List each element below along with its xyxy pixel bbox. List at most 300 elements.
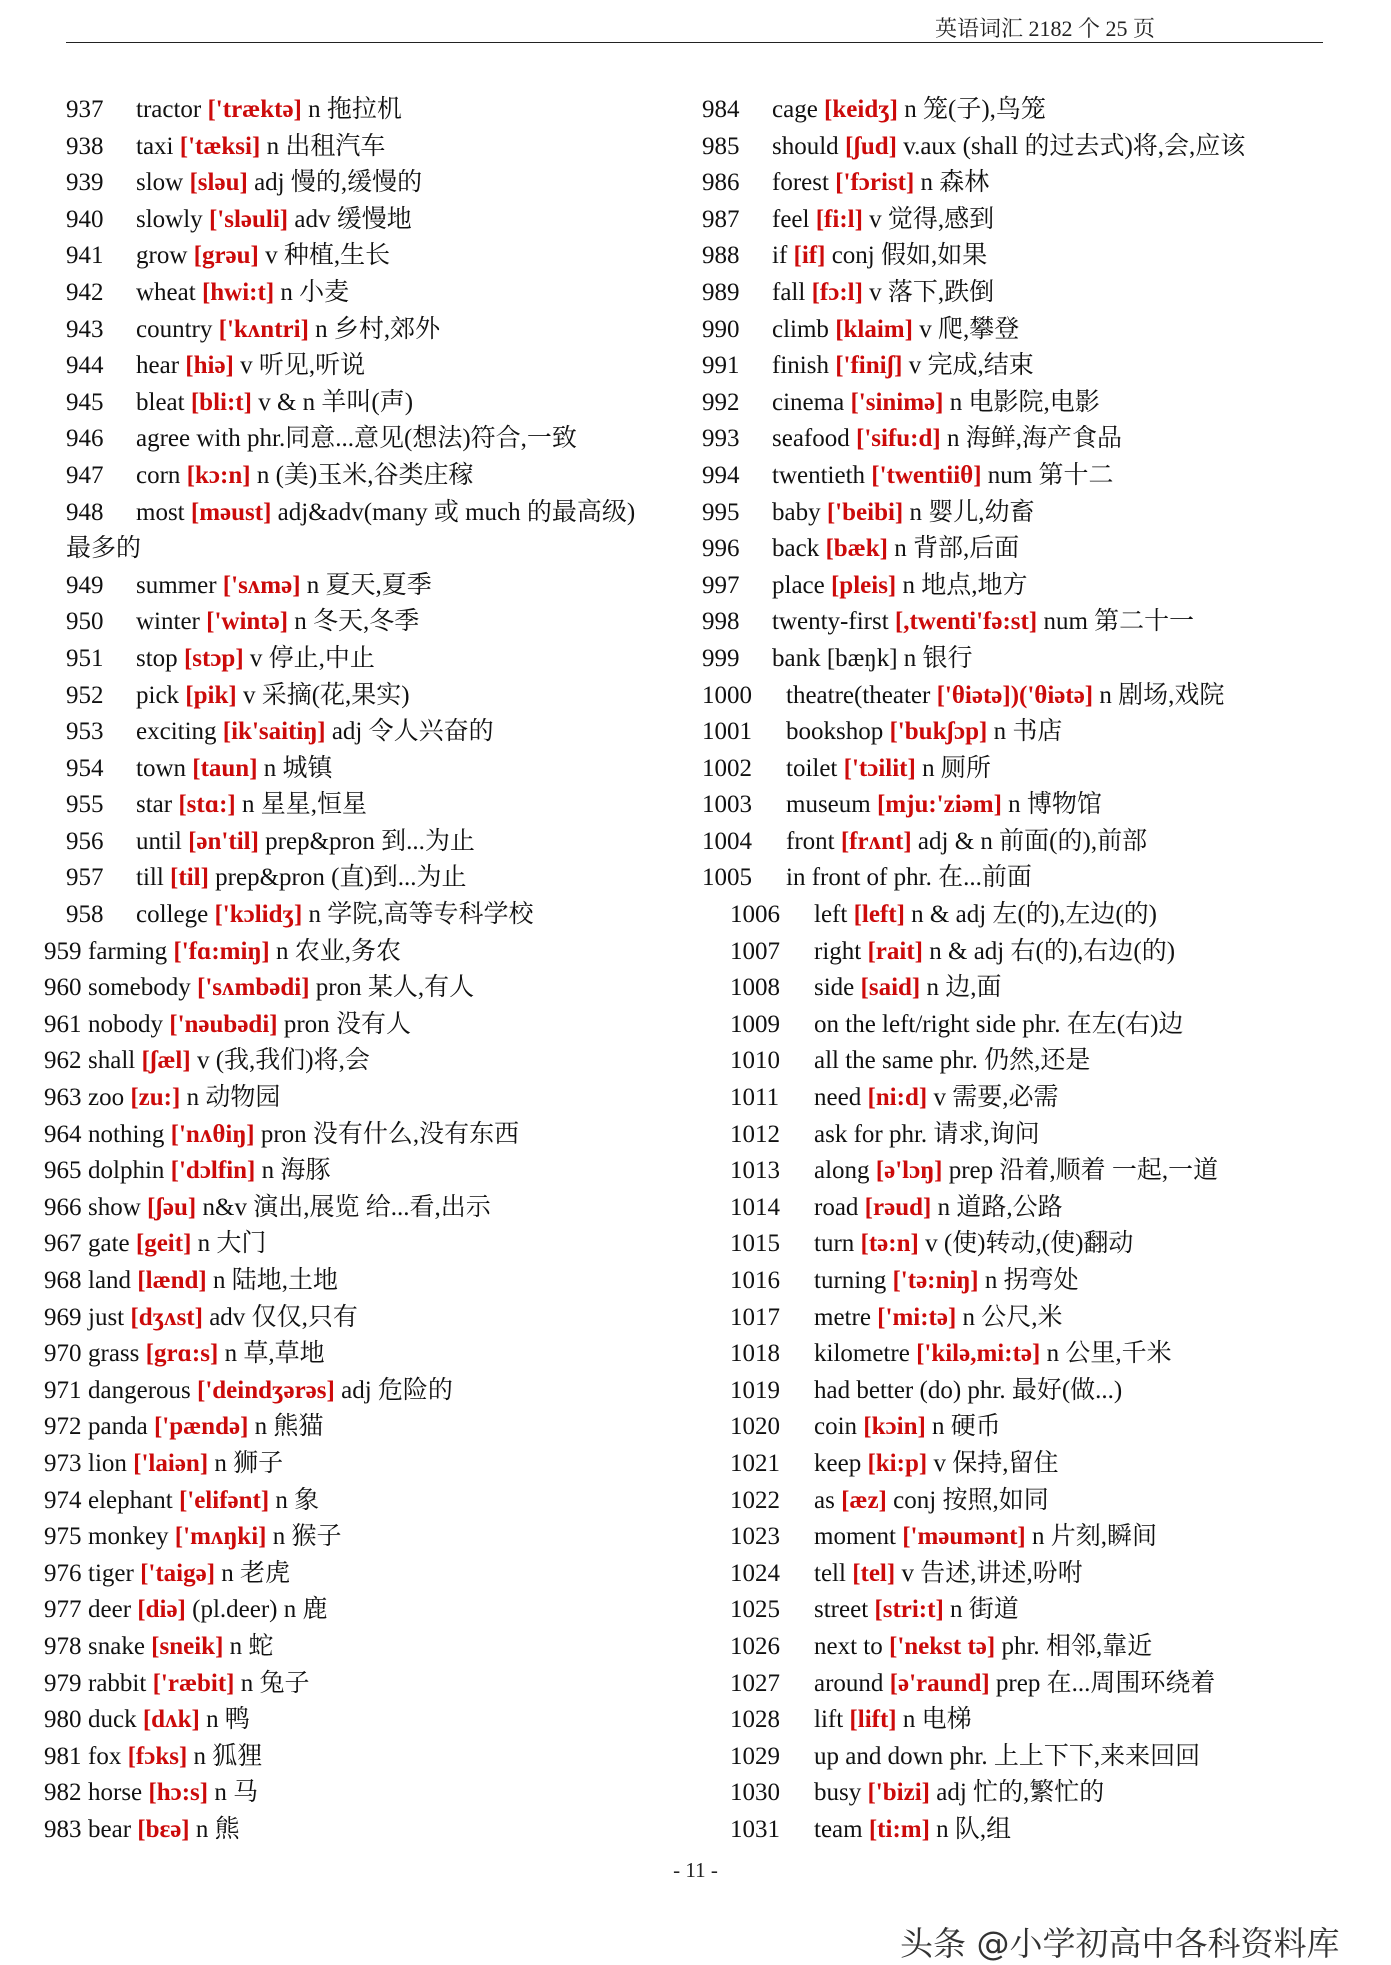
watermark: 头条 @小学初高中各科资料库 <box>900 1924 1340 1963</box>
entry-meaning: 仅仅,只有 <box>251 1303 358 1331</box>
entry-word: bleat <box>136 388 185 416</box>
header-rule <box>66 42 1323 43</box>
vocab-entry <box>730 934 1322 971</box>
entry-phonetic: [,twenti'fə:st] <box>894 608 1038 636</box>
entry-part-of-speech: n <box>922 754 935 782</box>
entry-part-of-speech: v <box>242 681 256 709</box>
entry-word: tractor <box>136 96 202 123</box>
vocab-entry <box>66 860 696 897</box>
entry-word: baby <box>772 498 821 526</box>
entry-phonetic: [lift] <box>849 1706 897 1734</box>
entry-phonetic: ['tɔilit] <box>843 754 916 782</box>
entry-meaning: 森林 <box>939 169 990 197</box>
entry-meaning: 没有人 <box>335 1010 411 1038</box>
entry-word: side <box>814 974 855 1002</box>
entry-word: winter <box>136 608 200 636</box>
entry-phonetic: ['beibi] <box>826 498 904 526</box>
entry-phonetic: ['bizi] <box>867 1779 930 1807</box>
entry-word: road <box>814 1193 859 1221</box>
entry-phonetic: [taun] <box>192 754 258 782</box>
entry-part-of-speech: n <box>221 1559 234 1587</box>
entry-word: summer <box>136 571 217 599</box>
entry-meaning: 拖拉机 <box>326 96 402 123</box>
entry-number: 965 <box>44 1157 82 1185</box>
vocab-entry <box>702 165 1322 202</box>
entry-number: 955 <box>66 791 104 819</box>
entry-number: 991 <box>702 352 740 380</box>
entry-meaning: 保持,留住 <box>952 1449 1059 1477</box>
entry-meaning: (使)转动,(使)翻动 <box>943 1230 1134 1258</box>
entry-meaning: 需要,必需 <box>952 1084 1059 1112</box>
entry-phonetic: [sneik] <box>151 1632 224 1660</box>
vocab-entry <box>66 421 696 458</box>
vocab-entry <box>44 1446 696 1483</box>
entry-part-of-speech: n <box>308 901 322 929</box>
vocab-entry <box>702 458 1322 495</box>
entry-number: 943 <box>66 315 104 343</box>
entry-number: 945 <box>66 388 104 416</box>
entry-meaning: 猴子 <box>291 1523 342 1551</box>
entry-number: 1023 <box>730 1523 780 1551</box>
entry-word: somebody <box>88 974 191 1002</box>
entry-word: should <box>772 132 839 160</box>
entry-word: snake <box>88 1632 145 1660</box>
entry-word: zoo <box>88 1084 125 1112</box>
entry-word: climb <box>772 315 829 343</box>
entry-word: metre <box>814 1303 871 1331</box>
entry-word: left <box>814 901 848 929</box>
entry-phonetic: ['twentiiθ] <box>871 461 982 489</box>
entry-part-of-speech: n <box>195 1815 209 1843</box>
entry-part-of-speech: n <box>950 1596 963 1624</box>
entry-meaning: 电梯 <box>921 1706 972 1734</box>
vocab-entry <box>44 970 696 1007</box>
vocab-entry <box>702 129 1322 166</box>
vocab-entry <box>66 202 696 239</box>
entry-meaning: 小麦 <box>299 278 350 306</box>
entry-word: college <box>136 901 209 929</box>
page-header <box>0 8 1391 44</box>
entry-phonetic: ['dɔlfin] <box>170 1157 256 1185</box>
entry-part-of-speech: v & n <box>258 388 316 416</box>
entry-part-of-speech: pron <box>315 974 362 1002</box>
entry-phonetic: [ən'til] <box>188 827 259 855</box>
entry-phonetic: [mju:'ziəm] <box>876 791 1002 819</box>
vocab-entry <box>44 1556 696 1593</box>
vocab-entry <box>730 1629 1322 1666</box>
entry-number: 940 <box>66 205 104 233</box>
entry-meaning: 地点,地方 <box>921 571 1028 599</box>
entry-word: back <box>772 535 820 563</box>
entry-meaning: 第十二 <box>1038 461 1114 489</box>
entry-phonetic: ['mi:tə] <box>877 1303 957 1331</box>
entry-part-of-speech: n <box>193 1742 207 1770</box>
vocab-entry <box>44 1153 696 1190</box>
entry-word: toilet <box>786 754 838 782</box>
entry-meaning: 婴儿,幼畜 <box>928 498 1035 526</box>
entry-meaning: 爬,攀登 <box>937 315 1020 343</box>
vocab-entry <box>702 641 1322 678</box>
entry-number: 1019 <box>730 1376 780 1404</box>
entry-word: lift <box>814 1706 844 1734</box>
vocab-entry <box>702 92 1322 129</box>
entry-meaning: 沿着,顺着 一起,一道 <box>999 1157 1219 1185</box>
entry-phonetic: ['sʌmbədi] <box>197 974 310 1002</box>
vocab-entry <box>44 1812 696 1849</box>
entry-part-of-speech: v <box>869 205 882 233</box>
entry-word: fall <box>772 278 806 306</box>
entry-meaning: 最好(做...) <box>1011 1376 1123 1404</box>
entry-part-of-speech: v <box>901 1559 914 1587</box>
vocab-entry <box>44 1117 696 1154</box>
entry-meaning: 出租汽车 <box>285 132 386 160</box>
entry-word: finish <box>772 352 829 380</box>
entry-phonetic: [grəu] <box>193 242 259 270</box>
entry-number: 1007 <box>730 937 780 965</box>
entry-phonetic: [geit] <box>135 1230 192 1258</box>
entry-word: nothing <box>88 1120 165 1148</box>
entry-phonetic: ['wintə] <box>206 608 289 636</box>
entry-number: 1013 <box>730 1157 780 1185</box>
entry-phonetic: [frʌnt] <box>840 827 912 855</box>
entry-word: farming <box>88 937 168 965</box>
entry-word: stop <box>136 644 178 672</box>
entry-part-of-speech: v <box>869 278 882 306</box>
entry-part-of-speech: n <box>261 1157 275 1185</box>
entry-part-of-speech: n <box>932 1413 945 1441</box>
entry-number: 941 <box>66 242 104 270</box>
vocab-entry <box>730 1080 1322 1117</box>
entry-meaning: 公尺,米 <box>981 1303 1063 1331</box>
entry-phonetic: [ʃəu] <box>147 1193 197 1221</box>
entry-meaning: 忙的,繁忙的 <box>973 1779 1105 1807</box>
entry-part-of-speech: n <box>962 1303 976 1331</box>
entry-number: 1017 <box>730 1303 780 1331</box>
vocab-entry <box>730 1702 1322 1739</box>
entry-part-of-speech: n <box>213 1267 226 1294</box>
entry-number: 988 <box>702 242 740 270</box>
entry-word: land <box>88 1267 132 1294</box>
entry-phonetic: [bli:t] <box>190 388 252 416</box>
entry-word: theatre(theater <box>786 681 931 709</box>
vocab-entry <box>702 751 1322 788</box>
entry-phonetic: ['bukʃɔp] <box>889 718 988 746</box>
entry-word: tiger <box>88 1559 134 1587</box>
entry-word: slowly <box>136 205 203 233</box>
vocab-entry <box>44 1592 696 1629</box>
entry-number: 1009 <box>730 1010 780 1038</box>
entry-number: 937 <box>66 96 104 123</box>
entry-number: 1001 <box>702 718 752 746</box>
entry-part-of-speech: n <box>280 278 293 306</box>
entry-number: 976 <box>44 1559 82 1587</box>
entry-meaning: 草,草地 <box>243 1340 325 1368</box>
vocab-entry <box>44 1702 696 1739</box>
entry-word: star <box>136 791 173 819</box>
vocab-entry <box>66 238 696 275</box>
entry-meaning: 没有什么,没有东西 <box>312 1120 520 1148</box>
vocab-entry <box>66 458 696 495</box>
entry-word: around <box>814 1669 884 1697</box>
entry-part-of-speech: n <box>946 425 960 453</box>
entry-meaning: 上上下下,来来回回 <box>993 1742 1201 1770</box>
entry-meaning: (直)到...为止 <box>331 864 467 892</box>
entry-meaning: 厕所 <box>940 754 991 782</box>
entry-number: 1015 <box>730 1230 780 1258</box>
vocab-entry <box>730 1556 1322 1593</box>
entry-word: along <box>814 1157 870 1185</box>
entry-part-of-speech: adj & n <box>917 827 993 855</box>
entry-meaning: 背部,后面 <box>912 535 1020 563</box>
entry-part-of-speech: phr. <box>939 1047 978 1075</box>
entry-meaning: 陆地,土地 <box>231 1267 339 1294</box>
vocab-entry <box>702 824 1322 861</box>
entry-number: 958 <box>66 901 104 929</box>
entry-phonetic: ['ræbit] <box>152 1669 235 1697</box>
entry-meaning: 熊 <box>214 1815 240 1843</box>
entry-part-of-speech: n <box>256 461 270 489</box>
entry-phonetic: ['laiən] <box>133 1449 209 1477</box>
entry-number: 972 <box>44 1413 82 1441</box>
entry-part-of-speech: n <box>926 974 940 1002</box>
entry-word: exciting <box>136 718 217 746</box>
entry-number: 992 <box>702 388 740 416</box>
entry-number: 961 <box>44 1010 82 1038</box>
entry-meaning: 鸭 <box>224 1706 250 1734</box>
entry-phonetic: [til] <box>170 864 209 892</box>
vocab-entry <box>702 202 1322 239</box>
entry-meaning: 乡村,郊外 <box>333 315 441 343</box>
entry-part-of-speech: n <box>294 608 307 636</box>
entry-phonetic: ['nʌθiŋ] <box>170 1120 255 1148</box>
entry-phonetic: ['mʌŋki] <box>174 1523 267 1551</box>
entry-number: 975 <box>44 1523 82 1551</box>
entry-word: horse <box>88 1779 143 1807</box>
entry-number: 951 <box>66 644 104 672</box>
entry-part-of-speech: phr. <box>893 864 932 892</box>
entry-number: 953 <box>66 718 104 746</box>
entry-meaning: 令人兴奋的 <box>368 718 494 746</box>
entry-number: 1004 <box>702 827 752 855</box>
vocab-entry <box>66 824 696 861</box>
entry-number: 984 <box>702 96 740 123</box>
entry-number: 1025 <box>730 1596 780 1624</box>
entry-part-of-speech: phr. <box>967 1376 1006 1404</box>
entry-word: right <box>814 937 862 965</box>
entry-part-of-speech: v.aux (shall 的过去式)将,会,应该 <box>903 132 1246 160</box>
entry-number: 1026 <box>730 1632 780 1660</box>
entry-number: 1022 <box>730 1486 780 1514</box>
entry-meaning: 银行 <box>922 644 973 672</box>
entry-meaning: 公里,千米 <box>1065 1340 1172 1368</box>
entry-meaning: 学院,高等专科学校 <box>327 901 534 929</box>
entry-number: 999 <box>702 644 740 672</box>
entry-phonetic: [stɔp] <box>183 644 244 672</box>
entry-meaning: 完成,结束 <box>927 352 1034 380</box>
entry-word: had better (do) <box>814 1376 962 1404</box>
entry-part-of-speech: adj <box>331 718 363 746</box>
entry-word: lion <box>88 1449 127 1477</box>
entry-word: turning <box>814 1267 887 1294</box>
entry-word: place <box>772 571 825 599</box>
entry-number: 1002 <box>702 754 752 782</box>
entry-part-of-speech: n <box>206 1706 219 1734</box>
entry-phonetic: [stɑ:] <box>178 791 236 819</box>
entry-part-of-speech: n <box>254 1413 268 1441</box>
entry-phonetic: [sləu] <box>189 169 248 197</box>
entry-number: 987 <box>702 205 740 233</box>
entry-part-of-speech: n <box>894 535 907 563</box>
entry-phonetic: ['sʌmə] <box>222 571 301 599</box>
entry-number: 978 <box>44 1632 82 1660</box>
entry-phonetic: ['finiʃ] <box>835 352 903 380</box>
entry-phonetic: [left] <box>853 901 905 929</box>
entry-number: 970 <box>44 1340 82 1368</box>
entry-part-of-speech: adv <box>209 1303 246 1331</box>
entry-part-of-speech: n <box>240 1669 254 1697</box>
entry-phonetic: [tel] <box>852 1559 896 1587</box>
entry-phonetic: [said] <box>860 974 921 1002</box>
entry-number: 995 <box>702 498 740 526</box>
entry-word: show <box>88 1193 141 1221</box>
entry-part-of-speech: conj <box>831 242 875 270</box>
entry-word: bear <box>88 1815 132 1843</box>
vocab-entry <box>44 1007 696 1044</box>
entry-meaning: 鹿 <box>302 1596 328 1624</box>
entry-number: 1029 <box>730 1742 780 1770</box>
entry-word: team <box>814 1815 863 1843</box>
vocab-entry <box>66 275 696 312</box>
entry-word: forest <box>772 169 829 197</box>
vocab-entry <box>44 1336 696 1373</box>
entry-meaning: 左(的),左边(的) <box>992 901 1157 929</box>
entry-number: 950 <box>66 608 104 636</box>
entry-number: 994 <box>702 461 740 489</box>
entry-part-of-speech: v <box>249 644 263 672</box>
entry-meaning: 夏天,夏季 <box>325 571 432 599</box>
entry-part-of-speech: v <box>933 1084 946 1112</box>
entry-number: 990 <box>702 315 740 343</box>
vocab-entry <box>44 1775 696 1812</box>
entry-meaning: 在...周围环绕着 <box>1046 1669 1216 1697</box>
vocab-entry <box>702 604 1322 641</box>
vocab-entry <box>702 312 1322 349</box>
entry-phonetic: [pleis] <box>830 571 897 599</box>
entry-part-of-speech: n <box>242 791 255 819</box>
entry-word: wheat <box>136 278 196 306</box>
header-title: 英语词汇 2182 个 25 页 <box>935 16 1156 41</box>
entry-number: 956 <box>66 827 104 855</box>
entry-phonetic: [rait] <box>867 937 923 965</box>
entry-number: 983 <box>44 1815 82 1843</box>
entry-continuation: 最多的 <box>66 535 142 563</box>
entry-meaning: 马 <box>233 1779 259 1807</box>
entry-phonetic: [tə:n] <box>860 1230 919 1258</box>
entry-part-of-speech: n <box>904 96 917 123</box>
entry-word: twenty-first <box>772 608 889 636</box>
vocab-entry <box>730 1812 1322 1849</box>
entry-part-of-speech: n <box>1032 1523 1045 1551</box>
vocab-entry <box>730 1775 1322 1812</box>
entry-part-of-speech: n&v <box>202 1193 247 1221</box>
entry-word: as <box>814 1486 835 1514</box>
entry-word: seafood <box>772 425 850 453</box>
entry-part-of-speech: v <box>240 352 253 380</box>
entry-meaning: 博物馆 <box>1026 791 1102 819</box>
vocab-entry <box>730 1263 1322 1300</box>
vocab-entry <box>66 604 696 641</box>
entry-phonetic: [ni:d] <box>867 1084 928 1112</box>
entry-part-of-speech: prep&pron <box>265 827 375 855</box>
entry-word: most <box>136 498 185 526</box>
vocab-entry <box>66 568 696 605</box>
vocab-entry <box>702 495 1322 532</box>
entry-phonetic: ['nəubədi] <box>169 1010 278 1038</box>
entry-phonetic: [bɛə] <box>137 1815 190 1843</box>
entry-phonetic: ['kʌntri] <box>218 315 309 343</box>
entry-phonetic: ['tæksi] <box>179 132 261 160</box>
entry-word: just <box>88 1303 125 1331</box>
entry-phonetic: [dʒʌst] <box>130 1303 203 1331</box>
vocab-entry <box>702 531 1322 568</box>
entry-part-of-speech: n <box>306 571 320 599</box>
entry-phonetic: ['pændə] <box>153 1413 249 1441</box>
entry-number: 948 <box>66 498 104 526</box>
entry-number: 969 <box>44 1303 82 1331</box>
entry-phonetic: ['sləuli] <box>208 205 289 233</box>
entry-word: monkey <box>88 1523 169 1551</box>
vocab-entry <box>730 1226 1322 1263</box>
entry-number: 986 <box>702 169 740 197</box>
entry-phonetic: [kɔ:n] <box>186 461 251 489</box>
entry-meaning: 农业,务农 <box>294 937 401 965</box>
vocab-entry <box>730 1007 1322 1044</box>
entry-number: 1021 <box>730 1449 780 1477</box>
entry-meaning: 危险的 <box>377 1376 453 1404</box>
entry-number: 947 <box>66 461 104 489</box>
entry-number: 964 <box>44 1120 82 1148</box>
entry-meaning: 狐狸 <box>212 1742 263 1770</box>
entry-part-of-speech: conj <box>893 1486 937 1514</box>
entry-word: nobody <box>88 1010 163 1038</box>
entry-meaning: 右(的),右边(的) <box>1010 937 1176 965</box>
vocab-entry <box>66 714 696 751</box>
vocab-entry <box>702 385 1322 422</box>
vocab-entry <box>66 312 696 349</box>
entry-number: 1011 <box>730 1084 780 1112</box>
entry-number: 944 <box>66 352 104 380</box>
entry-part-of-speech: v <box>196 1047 210 1075</box>
entry-number: 971 <box>44 1376 82 1404</box>
entry-word: taxi <box>136 132 174 160</box>
vocab-entry <box>702 678 1322 715</box>
vocab-entry <box>730 1190 1322 1227</box>
entry-phonetic: [æz] <box>841 1486 887 1514</box>
vocab-entry <box>730 897 1322 934</box>
entry-number: 938 <box>66 132 104 160</box>
entry-meaning: 海鲜,海产食品 <box>965 425 1122 453</box>
entry-meaning: 冬天,冬季 <box>313 608 420 636</box>
entry-part-of-speech: phr. <box>1001 1632 1040 1660</box>
entry-part-of-speech: n <box>263 754 277 782</box>
entry-meaning: 笼(子),鸟笼 <box>923 96 1046 123</box>
entry-meaning: 采摘(花,果实) <box>261 681 410 709</box>
entry-part-of-speech: n <box>903 644 917 672</box>
entry-part-of-speech: n <box>266 132 280 160</box>
vocab-entry <box>730 1373 1322 1410</box>
entry-meaning: 第二十一 <box>1094 608 1195 636</box>
entry-number: 942 <box>66 278 104 306</box>
